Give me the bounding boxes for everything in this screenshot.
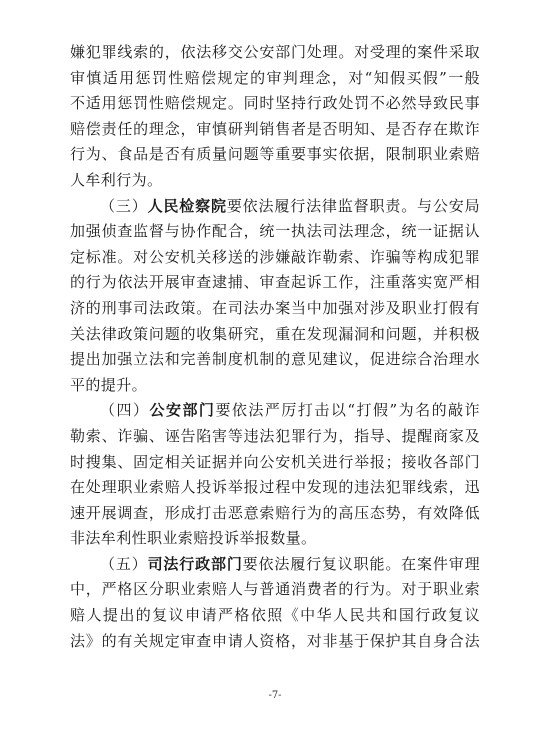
section-3-heading: 人民检察院 bbox=[147, 196, 227, 215]
text-line: 勒索、诈骗、诬告陷害等违法犯罪行为，指导、提醒商家及 bbox=[70, 426, 480, 445]
document-body bbox=[70, 40, 480, 654]
section-5-first-text: 要依法履行复议职能。在案件审理 bbox=[242, 554, 480, 573]
text-line: 时搜集、固定相关证据并向公安机关进行举报；接收各部门 bbox=[70, 452, 480, 471]
text-line: 嫌犯罪线索的，依法移交公安部门处理。对受理的案件采取 bbox=[70, 43, 480, 61]
section-4-first-text: 要依法严厉打击以“打假”为名的敲诈 bbox=[215, 401, 480, 420]
section-3-first-text: 要依法履行法律监督职责。与公安局 bbox=[226, 196, 480, 215]
section-4-first-line bbox=[70, 398, 480, 424]
text-line: 中，严格区分职业索赔人与普通消费者的行为。对于职业索 bbox=[70, 580, 480, 599]
text-line: 赔偿责任的理念，审慎研判销售者是否明知、是否存在欺诈 bbox=[70, 119, 480, 138]
text-line: 提出加强立法和完善制度机制的意见建议，促进综合治理水 bbox=[70, 350, 480, 369]
text-line: 的行为依法开展审查逮捕、审查起诉工作，注重落实宽严相 bbox=[70, 273, 480, 292]
text-line: 赔人提出的复议申请严格依照《中华人民共和国行政复议 bbox=[70, 606, 480, 625]
text-line: 加强侦查监督与协作配合，统一执法司法理念，统一证据认 bbox=[70, 222, 480, 241]
page-number: -7- bbox=[268, 690, 282, 701]
section-4-heading: 公安部门 bbox=[149, 401, 216, 420]
section-3-prefix: （三） bbox=[100, 196, 148, 215]
section-5-first-line bbox=[70, 552, 480, 578]
text-line: 在处理职业索赔人投诉举报过程中发现的违法犯罪线索，迅 bbox=[70, 478, 480, 497]
text-line: 法》的有关规定审查申请人资格，对非基于保护其自身合法 bbox=[70, 631, 480, 650]
text-line: 定标准。对公安机关移送的涉嫌敲诈勒索、诈骗等构成犯罪 bbox=[70, 247, 480, 266]
section-4-prefix: （四） bbox=[100, 401, 150, 420]
text-line: 审慎适用惩罚性赔偿规定的审判理念，对“知假买假”一般 bbox=[70, 68, 480, 87]
section-5-heading: 司法行政部门 bbox=[147, 554, 243, 573]
section-5-prefix: （五） bbox=[100, 554, 148, 573]
text-line: 非法牟利性职业索赔投诉举报数量。 bbox=[70, 529, 317, 548]
text-line: 速开展调查，形成打击恶意索赔行为的高压态势，有效降低 bbox=[70, 503, 480, 522]
text-line: 平的提升。 bbox=[70, 375, 148, 394]
text-line: 关法律政策问题的收集研究，重在发现漏洞和问题，并积极 bbox=[70, 324, 480, 343]
text-line: 济的刑事司法政策。在司法办案当中加强对涉及职业打假有 bbox=[70, 298, 480, 317]
text-line: 行为、食品是否有质量问题等重要事实依据，限制职业索赔 bbox=[70, 145, 480, 164]
section-3-first-line bbox=[70, 194, 480, 220]
text-line: 人牟利行为。 bbox=[70, 170, 163, 189]
text-line: 不适用惩罚性赔偿规定。同时坚持行政处罚不必然导致民事 bbox=[70, 94, 480, 113]
